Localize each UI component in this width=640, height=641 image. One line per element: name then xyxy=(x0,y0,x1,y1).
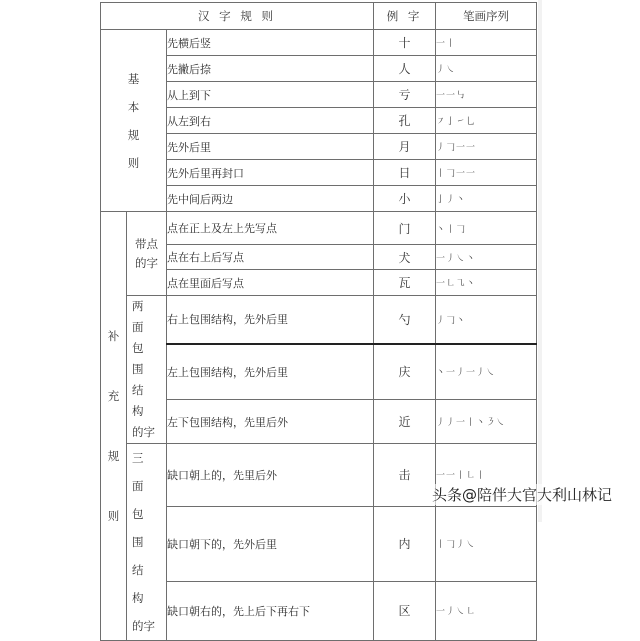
example-cell: 月 xyxy=(374,134,436,160)
rule-cell: 点在正上及左上先写点 xyxy=(167,212,374,245)
stroke-cell: 一一丨㇗丨 xyxy=(436,444,537,507)
table-row xyxy=(101,270,537,296)
subgroup-line: 的字 xyxy=(132,619,155,633)
rule-cell: 左下包围结构，先里后外 xyxy=(167,400,374,444)
example-cell: 庆 xyxy=(374,344,436,400)
subgroup-line: 包 围 xyxy=(132,507,148,549)
table-row xyxy=(101,30,537,56)
example-cell: 击 xyxy=(374,444,436,507)
group-char: 规 xyxy=(107,449,120,463)
rule-cell: 右上包围结构，先外后里 xyxy=(167,296,374,344)
stroke-cell: 丿丿一丨丶㇋㇏ xyxy=(436,400,537,444)
group-char: 则 xyxy=(127,155,140,170)
table-row xyxy=(101,581,537,640)
stroke-cell: ㇇亅㇀乚 xyxy=(436,108,537,134)
rule-cell: 先外后里 xyxy=(167,134,374,160)
table-row xyxy=(101,245,537,270)
stroke-cell: 一丿㇏丶 xyxy=(436,245,537,270)
stroke-cell: 丿𠃌一一 xyxy=(436,134,537,160)
example-cell: 人 xyxy=(374,56,436,82)
stroke-cell: 丶丨𠃌 xyxy=(436,212,537,245)
stroke-order-rules-table xyxy=(100,2,537,641)
group-char: 充 xyxy=(107,389,120,403)
rule-cell: 先撇后捺 xyxy=(167,56,374,82)
page-edge xyxy=(538,0,542,522)
subgroup-three-sided-label xyxy=(127,444,167,641)
stroke-cell: 丿㇏ xyxy=(436,56,537,82)
subgroup-line: 的字 xyxy=(135,255,158,270)
group-char: 规 xyxy=(127,127,140,142)
stroke-cell: 丶一丿一丿㇏ xyxy=(436,344,537,400)
table-row xyxy=(101,506,537,581)
group-char: 基 xyxy=(127,71,140,86)
table-row xyxy=(101,160,537,186)
rule-cell: 点在右上后写点 xyxy=(167,245,374,270)
rule-cell: 点在里面后写点 xyxy=(167,270,374,296)
table-row xyxy=(101,296,537,344)
rule-cell: 从上到下 xyxy=(167,82,374,108)
rule-cell: 左上包围结构，先外后里 xyxy=(167,344,374,400)
example-cell: 日 xyxy=(374,160,436,186)
example-cell: 瓦 xyxy=(374,270,436,296)
example-cell: 内 xyxy=(374,506,436,581)
subgroup-line: 结 构 xyxy=(132,563,148,605)
subgroup-line: 结 构 xyxy=(132,383,148,418)
subgroup-dotted-label xyxy=(127,212,167,296)
stroke-cell: 亅丿丶 xyxy=(436,186,537,212)
rule-cell: 缺口朝下的，先外后里 xyxy=(167,506,374,581)
group-char: 本 xyxy=(127,99,140,114)
rule-cell: 从左到右 xyxy=(167,108,374,134)
example-cell: 十 xyxy=(374,30,436,56)
group-char: 补 xyxy=(107,329,120,343)
table-row xyxy=(101,212,537,245)
example-cell: 小 xyxy=(374,186,436,212)
table-row xyxy=(101,82,537,108)
header-stroke: 笔画序列 xyxy=(436,3,537,30)
subgroup-line: 带点 xyxy=(135,236,158,251)
subgroup-line: 包 围 xyxy=(132,341,148,376)
basic-rules-group-label xyxy=(101,30,167,212)
stroke-cell: 一㇗㇈丶 xyxy=(436,270,537,296)
stroke-cell: 丨𠃌一一 xyxy=(436,160,537,186)
group-char: 则 xyxy=(107,509,120,523)
example-cell: 孔 xyxy=(374,108,436,134)
table-row xyxy=(101,344,537,400)
stroke-cell: 丿𠃌丶 xyxy=(436,296,537,344)
example-cell: 亏 xyxy=(374,82,436,108)
example-cell: 区 xyxy=(374,581,436,640)
table-row xyxy=(101,400,537,444)
rule-cell: 先中间后两边 xyxy=(167,186,374,212)
stroke-cell: 丨𠃌丿㇏ xyxy=(436,506,537,581)
table-row xyxy=(101,56,537,82)
rule-cell: 先外后里再封口 xyxy=(167,160,374,186)
watermark: 头条@陪伴大官大利山林记 xyxy=(432,486,613,504)
stroke-cell: 一丨 xyxy=(436,30,537,56)
rule-cell: 缺口朝上的，先里后外 xyxy=(167,444,374,507)
supplementary-rules-group-label xyxy=(101,212,127,641)
subgroup-line: 两 面 xyxy=(132,299,148,334)
example-cell: 门 xyxy=(374,212,436,245)
subgroup-line: 的字 xyxy=(132,425,155,439)
table-row xyxy=(101,134,537,160)
rule-cell: 缺口朝右的，先上后下再右下 xyxy=(167,581,374,640)
header-row xyxy=(101,3,537,30)
example-cell: 近 xyxy=(374,400,436,444)
subgroup-two-sided-label xyxy=(127,296,167,444)
rule-cell: 先横后竖 xyxy=(167,30,374,56)
example-cell: 犬 xyxy=(374,245,436,270)
header-example: 例 字 xyxy=(374,3,436,30)
stroke-cell: 一丿㇏㇗ xyxy=(436,581,537,640)
table-row xyxy=(101,186,537,212)
header-rule: 汉 字 规 则 xyxy=(101,3,374,30)
subgroup-line: 三 面 xyxy=(132,451,148,493)
example-cell: 勺 xyxy=(374,296,436,344)
stroke-cell: 一一㇉ xyxy=(436,82,537,108)
table-row xyxy=(101,108,537,134)
